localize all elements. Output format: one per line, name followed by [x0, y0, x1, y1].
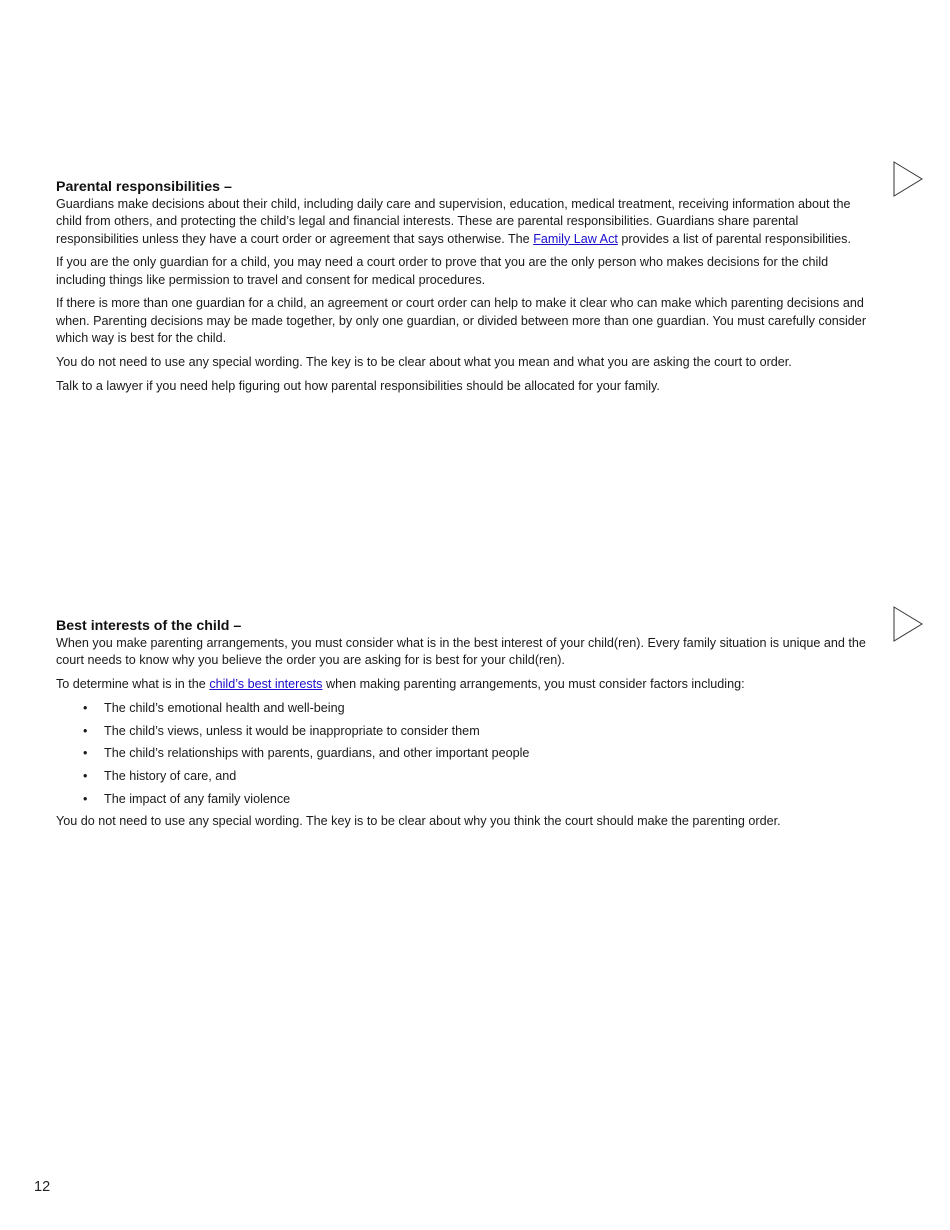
list-item	[56, 745, 871, 762]
list-item-text: The history of care, and	[104, 768, 237, 783]
triangle-right-icon[interactable]	[893, 161, 923, 197]
list-item-text: The child’s emotional health and well-being	[104, 700, 345, 715]
section-parental-responsibilities	[56, 178, 871, 401]
page-number: 12	[34, 1179, 51, 1195]
childs-best-interests-link[interactable]: child’s best interests	[209, 677, 323, 692]
list-item-text: The child’s views, unless it would be inappropriate to consider them	[104, 723, 480, 738]
bullet-icon: •	[83, 746, 88, 761]
paragraph	[56, 676, 871, 693]
section-best-interests	[56, 617, 871, 837]
paragraph-text: when making parenting arrangements, you must consider factors including:	[322, 677, 745, 692]
list-item	[56, 768, 871, 785]
list-item-text: The impact of any family violence	[104, 791, 291, 806]
paragraph: When you make parenting arrangements, you must consider what is in the best interest of your child(ren). Every family situation is unique and the court needs to know why you believe the order you are asking for is best for your child(ren).	[56, 636, 866, 668]
paragraph: If you are the only guardian for a child, you may need a court order to prove that you are the only person who makes decisions for the child including things like permission to travel and consent for medical procedures.	[56, 255, 829, 287]
paragraph-text: Guardians make decisions about their child, including daily care and supervision, education, medical treatment, receiving information about the child from others, and protecting the child’s legal and financial interests. These are parental responsibilities. Guardians share parental responsibilities unless they have a court order or agreement that says otherwise. The	[56, 197, 851, 246]
list-item-text: The child’s relationships with parents, guardians, and other important people	[104, 746, 530, 761]
bullet-icon: •	[83, 768, 88, 783]
paragraph: You do not need to use any special wording. The key is to be clear about what you mean and what you are asking the court to order.	[56, 354, 792, 369]
list-item	[56, 723, 871, 740]
list-item	[56, 700, 871, 717]
section-heading: Best interests of the child –	[56, 618, 242, 634]
paragraph-text: To determine what is in the	[56, 677, 210, 692]
factors-list	[56, 700, 871, 808]
paragraph: If there is more than one guardian for a child, an agreement or court order can help to make it clear who can make which parenting decisions and when. Parenting decisions may be made together, by only one guardian, or divided between more than one guardian. You must carefully consider which way is best for the child.	[56, 296, 867, 346]
paragraph	[56, 196, 871, 248]
bullet-icon: •	[83, 700, 88, 715]
paragraph: You do not need to use any special wording. The key is to be clear about why you think the court should make the parenting order.	[56, 814, 781, 829]
family-law-act-link[interactable]: Family Law Act	[533, 231, 618, 246]
section-heading: Parental responsibilities –	[56, 179, 232, 195]
bullet-icon: •	[83, 723, 88, 738]
paragraph-text: provides a list of parental responsibilities.	[617, 231, 851, 246]
list-item	[56, 791, 871, 808]
bullet-icon: •	[83, 791, 88, 806]
paragraph: Talk to a lawyer if you need help figuring out how parental responsibilities should be allocated for your family.	[56, 378, 660, 393]
triangle-right-icon[interactable]	[893, 606, 923, 642]
